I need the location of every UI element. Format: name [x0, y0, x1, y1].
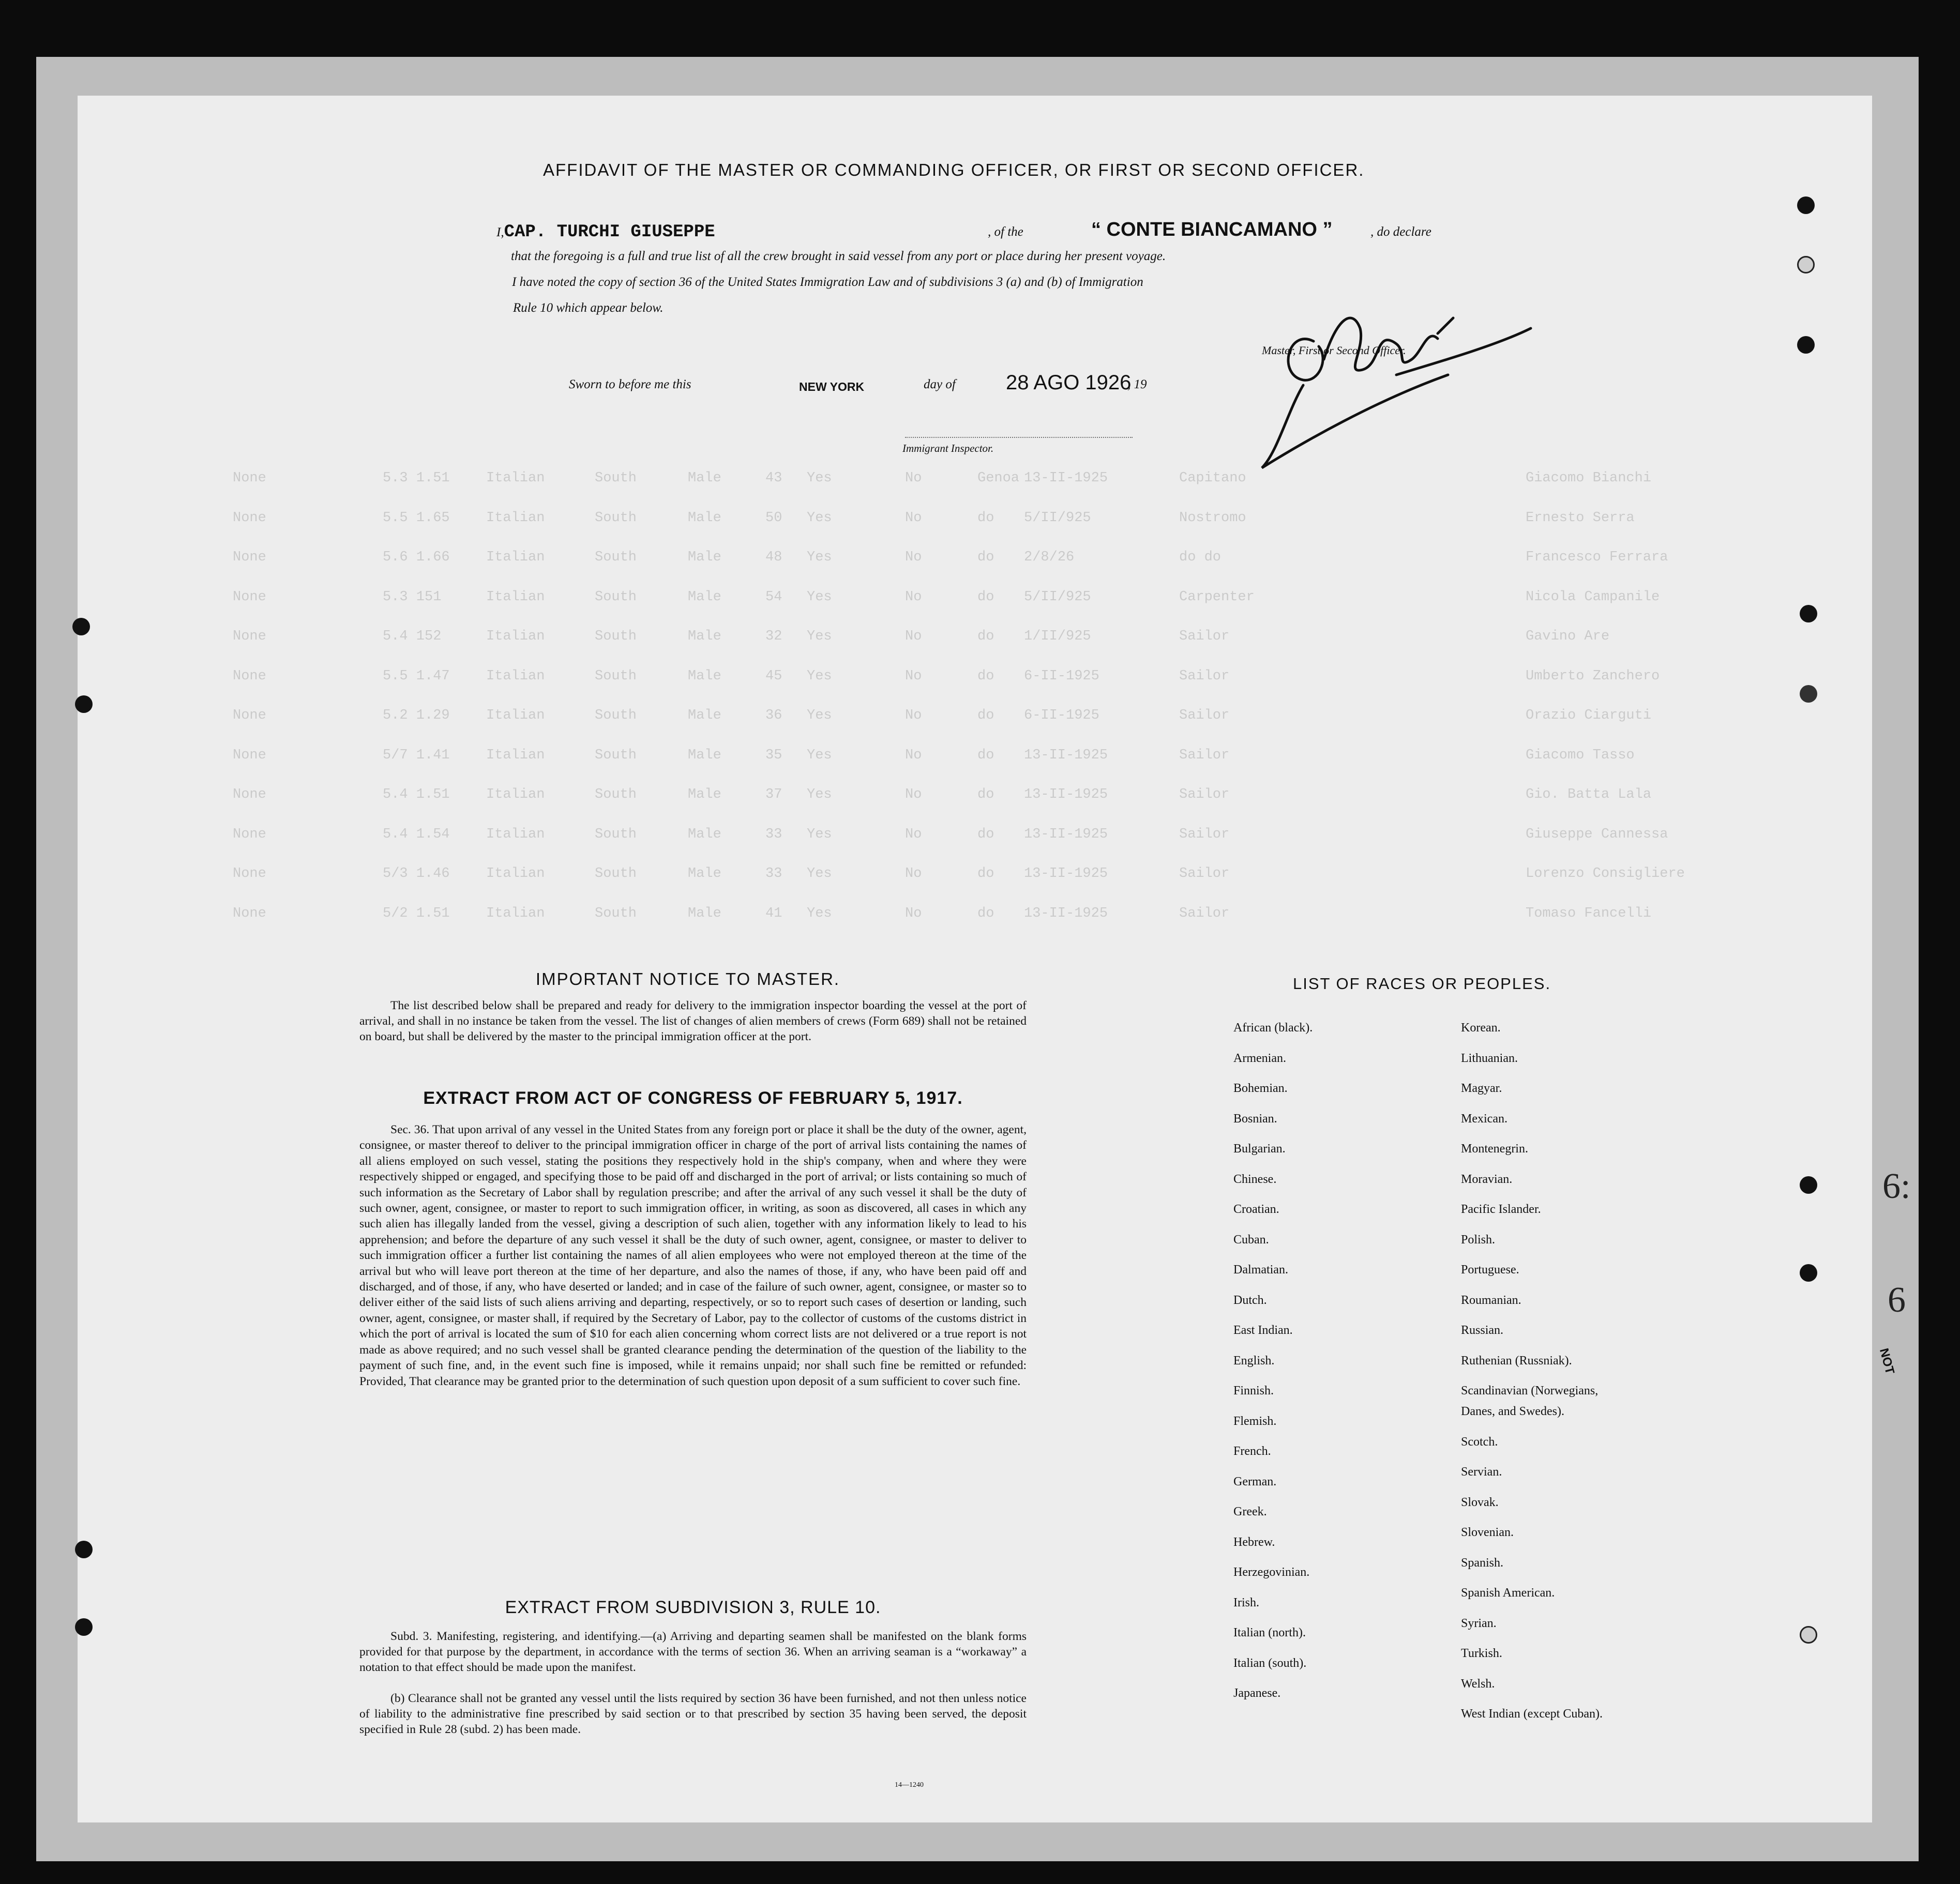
- year-suffix: , 19: [1127, 377, 1147, 391]
- bleed-through-cell: No: [905, 510, 922, 526]
- bleed-through-cell: No: [905, 708, 922, 723]
- sworn-date: 28 AGO 1926: [1006, 371, 1132, 394]
- bleed-through-cell: None: [233, 708, 266, 723]
- bleed-through-cell: None: [233, 629, 266, 644]
- bleed-through-cell: 1/II/925: [1024, 629, 1091, 644]
- notice-text: The list described below shall be prepared and ready for delivery to the immigration inspector boarding the vessel at the port of arrival, and shall in no instance be taken from the vessel. The list of changes of alien members of crews (Form 689) shall not be retained on board, but shall be delivered by the master to the principal immigration officer at the port.: [359, 999, 1027, 1043]
- bleed-through-cell: Male: [688, 866, 721, 882]
- master-name: CAP. TURCHI GIUSEPPE: [504, 222, 715, 242]
- bleed-through-cell: Nostromo: [1179, 510, 1246, 526]
- bleed-through-cell: Carpenter: [1179, 589, 1255, 605]
- race-item: Finnish.: [1233, 1384, 1274, 1397]
- inspector-caption: Immigrant Inspector.: [902, 442, 994, 454]
- margin-mark-1: 6:: [1882, 1166, 1911, 1206]
- sworn-place: NEW YORK: [799, 380, 865, 393]
- bleed-through-cell: Yes: [807, 866, 832, 882]
- signature-scrawl: [1241, 297, 1551, 514]
- bleed-through-cell: do: [977, 787, 994, 802]
- race-item: Croatian.: [1233, 1203, 1279, 1216]
- bleed-through-cell: Yes: [807, 708, 832, 723]
- binder-hole: [1797, 336, 1815, 354]
- race-item: French.: [1233, 1445, 1271, 1458]
- bleed-through-cell: Male: [688, 787, 721, 802]
- race-item: Portuguese.: [1461, 1263, 1519, 1277]
- race-item: Greek.: [1233, 1505, 1267, 1518]
- race-item: Scandinavian (Norwegians,: [1461, 1384, 1599, 1397]
- bleed-through-cell: Gio. Batta Lala: [1526, 787, 1652, 802]
- margin-mark-3: NOT: [1876, 1347, 1897, 1376]
- race-item: Armenian.: [1233, 1051, 1286, 1065]
- bleed-through-cell: 5/2 1.51: [383, 905, 450, 921]
- bleed-through-cell: No: [905, 550, 922, 565]
- bleed-through-cell: do: [977, 826, 994, 842]
- race-item: Dutch.: [1233, 1293, 1267, 1307]
- bleed-through-cell: Francesco Ferrara: [1526, 550, 1668, 565]
- bleed-through-cell: South: [595, 787, 637, 802]
- bleed-through-cell: Italian: [486, 629, 545, 644]
- bleed-through-cell: 5/II/925: [1024, 510, 1091, 526]
- bleed-through-cell: 36: [765, 708, 782, 723]
- rule-extract-heading: EXTRACT FROM SUBDIVISION 3, RULE 10.: [505, 1598, 881, 1617]
- bleed-through-cell: Yes: [807, 589, 832, 605]
- bleed-through-cell: South: [595, 629, 637, 644]
- bleed-through-cell: No: [905, 826, 922, 842]
- bleed-through-cell: Giacomo Tasso: [1526, 747, 1635, 763]
- bleed-through-cell: Italian: [486, 708, 545, 723]
- bleed-through-cell: No: [905, 787, 922, 802]
- binder-hole: [1800, 1264, 1817, 1282]
- binder-hole: [1797, 256, 1815, 274]
- bleed-through-cell: Italian: [486, 470, 545, 486]
- race-item: Russian.: [1461, 1324, 1504, 1337]
- bleed-through-cell: Male: [688, 708, 721, 723]
- bleed-through-cell: Sailor: [1179, 787, 1230, 802]
- bleed-through-table: [233, 470, 1732, 1701]
- bleed-through-cell: None: [233, 747, 266, 763]
- race-item: Spanish.: [1461, 1556, 1504, 1570]
- bleed-through-cell: Italian: [486, 747, 545, 763]
- bleed-through-cell: Yes: [807, 510, 832, 526]
- bleed-through-cell: 5.3 151: [383, 589, 442, 605]
- bleed-through-cell: Lorenzo Consigliere: [1526, 866, 1685, 882]
- bleed-through-cell: 13-II-1925: [1024, 905, 1108, 921]
- bleed-through-cell: 54: [765, 589, 782, 605]
- race-item: Herzegovinian.: [1233, 1566, 1310, 1579]
- race-item: Spanish American.: [1461, 1586, 1555, 1600]
- race-item: Syrian.: [1461, 1616, 1497, 1630]
- bleed-through-cell: Sailor: [1179, 866, 1230, 882]
- race-item: Danes, and Swedes).: [1461, 1405, 1564, 1418]
- race-item: Scotch.: [1461, 1435, 1498, 1449]
- race-item: Bulgarian.: [1233, 1142, 1286, 1156]
- bleed-through-cell: Italian: [486, 510, 545, 526]
- race-item: Irish.: [1233, 1596, 1259, 1609]
- binder-hole: [75, 695, 93, 713]
- race-item: Mexican.: [1461, 1112, 1507, 1126]
- bleed-through-cell: South: [595, 708, 637, 723]
- form-number: 14—1240: [895, 1781, 924, 1789]
- bleed-through-cell: 43: [765, 470, 782, 486]
- bleed-through-cell: Yes: [807, 747, 832, 763]
- race-item: West Indian (except Cuban).: [1461, 1707, 1603, 1721]
- bleed-through-cell: 37: [765, 787, 782, 802]
- declaration-line-3: I have noted the copy of section 36 of the United States Immigration Law and of subdivisions 3 (a) and (b) of Immigration: [512, 275, 1143, 289]
- bleed-through-cell: Italian: [486, 905, 545, 921]
- bleed-through-cell: do: [977, 866, 994, 882]
- vessel-name: “ CONTE BIANCAMANO ”: [1091, 219, 1333, 240]
- bleed-through-cell: 13-II-1925: [1024, 787, 1108, 802]
- bleed-through-cell: Male: [688, 826, 721, 842]
- bleed-through-cell: No: [905, 470, 922, 486]
- binder-hole: [1800, 1176, 1817, 1194]
- inspector-signature-line: [905, 437, 1133, 438]
- bleed-through-cell: No: [905, 747, 922, 763]
- bleed-through-cell: Male: [688, 470, 721, 486]
- bleed-through-cell: 13-II-1925: [1024, 866, 1108, 882]
- bleed-through-cell: None: [233, 510, 266, 526]
- race-item: Ruthenian (Russniak).: [1461, 1354, 1572, 1368]
- bleed-through-cell: Male: [688, 589, 721, 605]
- bleed-through-cell: Giuseppe Cannessa: [1526, 826, 1668, 842]
- bleed-through-cell: 5.4 152: [383, 629, 442, 644]
- bleed-through-cell: Yes: [807, 629, 832, 644]
- bleed-through-cell: South: [595, 826, 637, 842]
- bleed-through-cell: 48: [765, 550, 782, 565]
- bleed-through-cell: 2/8/26: [1024, 550, 1075, 565]
- bleed-through-cell: No: [905, 589, 922, 605]
- bleed-through-cell: Yes: [807, 826, 832, 842]
- race-item: Flemish.: [1233, 1414, 1277, 1428]
- race-item: Bosnian.: [1233, 1112, 1277, 1126]
- margin-mark-2: 6: [1888, 1280, 1906, 1320]
- bleed-through-cell: Sailor: [1179, 826, 1230, 842]
- bleed-through-cell: 5.6 1.66: [383, 550, 450, 565]
- bleed-through-cell: None: [233, 905, 266, 921]
- bleed-through-cell: 13-II-1925: [1024, 826, 1108, 842]
- bleed-through-cell: South: [595, 905, 637, 921]
- rule-extract-text-a: Subd. 3. Manifesting, registering, and identifying.—(a) Arriving and departing seamen shall be manifested on the blank forms provided for that purpose by the department, in accordance with the terms of section 36. When an arriving seaman is a “workaway” a notation to that effect should be made upon the manifest.: [359, 1630, 1027, 1674]
- race-item: Roumanian.: [1461, 1293, 1521, 1307]
- races-heading: LIST OF RACES OR PEOPLES.: [1293, 975, 1551, 993]
- bleed-through-cell: 5.4 1.51: [383, 787, 450, 802]
- bleed-through-cell: 5/7 1.41: [383, 747, 450, 763]
- binder-hole: [1800, 685, 1817, 703]
- race-item: Welsh.: [1461, 1677, 1495, 1691]
- bleed-through-cell: South: [595, 470, 637, 486]
- bleed-through-cell: None: [233, 826, 266, 842]
- bleed-through-cell: None: [233, 668, 266, 684]
- bleed-through-cell: 5.5 1.47: [383, 668, 450, 684]
- binder-hole: [75, 1541, 93, 1558]
- bleed-through-cell: South: [595, 510, 637, 526]
- bleed-through-cell: South: [595, 747, 637, 763]
- race-item: East Indian.: [1233, 1324, 1293, 1337]
- document-page: [78, 96, 1911, 1822]
- bleed-through-cell: 41: [765, 905, 782, 921]
- bleed-through-cell: 5/3 1.46: [383, 866, 450, 882]
- bleed-through-cell: Sailor: [1179, 668, 1230, 684]
- race-item: Italian (south).: [1233, 1656, 1307, 1670]
- bleed-through-cell: Nicola Campanile: [1526, 589, 1660, 605]
- day-of-label: day of: [924, 377, 956, 391]
- bleed-through-cell: Giacomo Bianchi: [1526, 470, 1652, 486]
- bleed-through-cell: 5.4 1.54: [383, 826, 450, 842]
- bleed-through-cell: do: [977, 668, 994, 684]
- bleed-through-cell: 13-II-1925: [1024, 470, 1108, 486]
- bleed-through-cell: None: [233, 470, 266, 486]
- bleed-through-cell: Sailor: [1179, 708, 1230, 723]
- bleed-through-cell: 35: [765, 747, 782, 763]
- bleed-through-cell: 5/II/925: [1024, 589, 1091, 605]
- bleed-through-cell: Male: [688, 510, 721, 526]
- bleed-through-cell: Male: [688, 629, 721, 644]
- bleed-through-cell: 6-II-1925: [1024, 708, 1099, 723]
- bleed-through-cell: Sailor: [1179, 905, 1230, 921]
- bleed-through-cell: 33: [765, 826, 782, 842]
- act-extract-text: Sec. 36. That upon arrival of any vessel in the United States from any foreign port or place it shall be the duty of the owner, agent, consignee, or master thereof to deliver to the principal immigration officer in charge of the port of arrival lists containing the names of all aliens employed on such vessel, stating the positions they respectively hold in the ship's company, when and where they were respectively shipped or engaged, and specifying those to be paid off and discharged in the port of arrival; or lists containing so much of such information as the Secretary of Labor shall by regulation prescribe; and after the arrival of any such vessel it shall be the duty of such owner, agent, consignee, or master to report to such immigration officer, in writing, as soon as discovered, all cases in which any such alien has illegally landed from the vessel, giving a description of such alien, together with any information likely to lead to his apprehension; and before the departure of any such vessel it shall be the duty of such owner, agent, consignee, or master to deliver to such immigration officer a further list containing the names of all alien employees who were not employed thereon at the time of the arrival but who will leave port thereon at the time of her departure, and also the names of those, if any, who have been paid off and discharged, and of those, if any, who have deserted or landed; and in case of the failure of such owner, agent, consignee, or master so to deliver either of the said lists of such aliens arriving and departing, respectively, or so to report such cases of desertion or landing, such owner, agent, consignee, or master shall, if required by the Secretary of Labor, pay to the collector of customs of the customs district in which the port of arrival is located the sum of $10 for each alien concerning whom correct lists are not delivered or a true report is not made as above required; and no such vessel shall be granted clearance pending the determination of the question of the liability to the payment of such fine, and, in the event such fine is imposed, while it remains unpaid; nor shall such fine be remitted or refunded: Provided, That clearance may be granted prior to the determination of such question upon deposit of a sum sufficient to cover such fine.: [359, 1123, 1027, 1388]
- bleed-through-cell: 33: [765, 866, 782, 882]
- race-item: Lithuanian.: [1461, 1051, 1518, 1065]
- bleed-through-cell: Male: [688, 550, 721, 565]
- bleed-through-cell: Italian: [486, 787, 545, 802]
- sworn-prefix: Sworn to before me this: [569, 377, 691, 391]
- race-item: Magyar.: [1461, 1082, 1502, 1095]
- bleed-through-cell: South: [595, 550, 637, 565]
- race-item: Pacific Islander.: [1461, 1203, 1541, 1216]
- bleed-through-cell: No: [905, 629, 922, 644]
- binder-hole: [1800, 1626, 1817, 1644]
- race-item: Slovak.: [1461, 1495, 1499, 1509]
- bleed-through-cell: Sailor: [1179, 747, 1230, 763]
- declaration-line-4: Rule 10 which appear below.: [513, 301, 664, 315]
- bleed-through-cell: Yes: [807, 550, 832, 565]
- race-item: Chinese.: [1233, 1172, 1277, 1186]
- bleed-through-cell: Umberto Zanchero: [1526, 668, 1660, 684]
- signature-caption: Master, First or Second Officer.: [1262, 344, 1406, 357]
- bleed-through-cell: Sailor: [1179, 629, 1230, 644]
- race-item: Hebrew.: [1233, 1535, 1275, 1549]
- rule-extract-text-b: (b) Clearance shall not be granted any vessel until the lists required by section 36 have been furnished, and not then unless notice of liability to the administrative fine prescribed by said section or to that prescribed by section 35 having been served, the deposit specified in Rule 28 (subd. 2) has been made.: [359, 1692, 1027, 1736]
- race-item: Japanese.: [1233, 1687, 1281, 1700]
- bleed-through-cell: Italian: [486, 550, 545, 565]
- race-item: Moravian.: [1461, 1172, 1513, 1186]
- bleed-through-cell: South: [595, 589, 637, 605]
- bleed-through-cell: do: [977, 629, 994, 644]
- bleed-through-cell: do: [977, 747, 994, 763]
- bleed-through-cell: Yes: [807, 470, 832, 486]
- bleed-through-cell: Italian: [486, 668, 545, 684]
- race-item: English.: [1233, 1354, 1275, 1368]
- race-item: Korean.: [1461, 1021, 1501, 1035]
- bleed-through-cell: 45: [765, 668, 782, 684]
- declaration-line-2: that the foregoing is a full and true list of all the crew brought in said vessel from any port or place during her present voyage.: [511, 249, 1166, 263]
- bleed-through-cell: Male: [688, 747, 721, 763]
- bleed-through-cell: Orazio Ciarguti: [1526, 708, 1652, 723]
- declaration-i: I,: [496, 225, 504, 239]
- bleed-through-cell: do: [977, 905, 994, 921]
- notice-heading: IMPORTANT NOTICE TO MASTER.: [535, 969, 840, 989]
- bleed-through-cell: Genoa: [977, 470, 1020, 486]
- binder-hole: [72, 618, 90, 635]
- bleed-through-cell: Gavino Are: [1526, 629, 1610, 644]
- race-item: Servian.: [1461, 1465, 1502, 1479]
- bleed-through-cell: South: [595, 668, 637, 684]
- binder-hole: [1797, 196, 1815, 214]
- declaration-of-the: , of the: [988, 225, 1023, 239]
- bleed-through-cell: 5.5 1.65: [383, 510, 450, 526]
- race-item: Italian (north).: [1233, 1626, 1306, 1639]
- race-item: Turkish.: [1461, 1647, 1502, 1660]
- declaration-declare: , do declare: [1370, 225, 1431, 239]
- bleed-through-cell: Italian: [486, 866, 545, 882]
- bleed-through-cell: Yes: [807, 905, 832, 921]
- bleed-through-cell: 6-II-1925: [1024, 668, 1099, 684]
- bleed-through-cell: Italian: [486, 826, 545, 842]
- bleed-through-cell: 13-II-1925: [1024, 747, 1108, 763]
- race-item: Slovenian.: [1461, 1526, 1514, 1539]
- binder-hole: [75, 1618, 93, 1636]
- race-item: Cuban.: [1233, 1233, 1269, 1247]
- bleed-through-cell: do: [977, 510, 994, 526]
- bleed-through-cell: Yes: [807, 668, 832, 684]
- race-item: German.: [1233, 1475, 1277, 1488]
- bleed-through-cell: Male: [688, 905, 721, 921]
- bleed-through-cell: do do: [1179, 550, 1222, 565]
- bleed-through-cell: Yes: [807, 787, 832, 802]
- bleed-through-cell: do: [977, 550, 994, 565]
- bleed-through-cell: Capitano: [1179, 470, 1246, 486]
- bleed-through-cell: None: [233, 589, 266, 605]
- bleed-through-cell: No: [905, 905, 922, 921]
- race-item: Polish.: [1461, 1233, 1496, 1247]
- declaration-line-1: [496, 222, 715, 242]
- act-extract-heading: EXTRACT FROM ACT OF CONGRESS OF FEBRUARY 5, 1917.: [423, 1088, 963, 1108]
- bleed-through-cell: Male: [688, 668, 721, 684]
- officer-signature: [1241, 297, 1551, 514]
- race-item: Montenegrin.: [1461, 1142, 1528, 1156]
- bleed-through-cell: do: [977, 708, 994, 723]
- bleed-through-cell: South: [595, 866, 637, 882]
- bleed-through-cell: None: [233, 550, 266, 565]
- bleed-through-cell: 32: [765, 629, 782, 644]
- race-item: Dalmatian.: [1233, 1263, 1288, 1277]
- race-item: Bohemian.: [1233, 1082, 1288, 1095]
- bleed-through-cell: do: [977, 589, 994, 605]
- bleed-through-cell: None: [233, 866, 266, 882]
- bleed-through-cell: No: [905, 668, 922, 684]
- affidavit-title: AFFIDAVIT OF THE MASTER OR COMMANDING OFFICER, OR FIRST OR SECOND OFFICER.: [543, 160, 1365, 179]
- bleed-through-cell: Italian: [486, 589, 545, 605]
- bleed-through-cell: 5.3 1.51: [383, 470, 450, 486]
- race-item: African (black).: [1233, 1021, 1313, 1035]
- bleed-through-cell: Tomaso Fancelli: [1526, 905, 1652, 921]
- bleed-through-cell: None: [233, 787, 266, 802]
- bleed-through-cell: 5.2 1.29: [383, 708, 450, 723]
- binder-hole: [1800, 605, 1817, 622]
- bleed-through-cell: 50: [765, 510, 782, 526]
- bleed-through-cell: No: [905, 866, 922, 882]
- bleed-through-cell: Ernesto Serra: [1526, 510, 1635, 526]
